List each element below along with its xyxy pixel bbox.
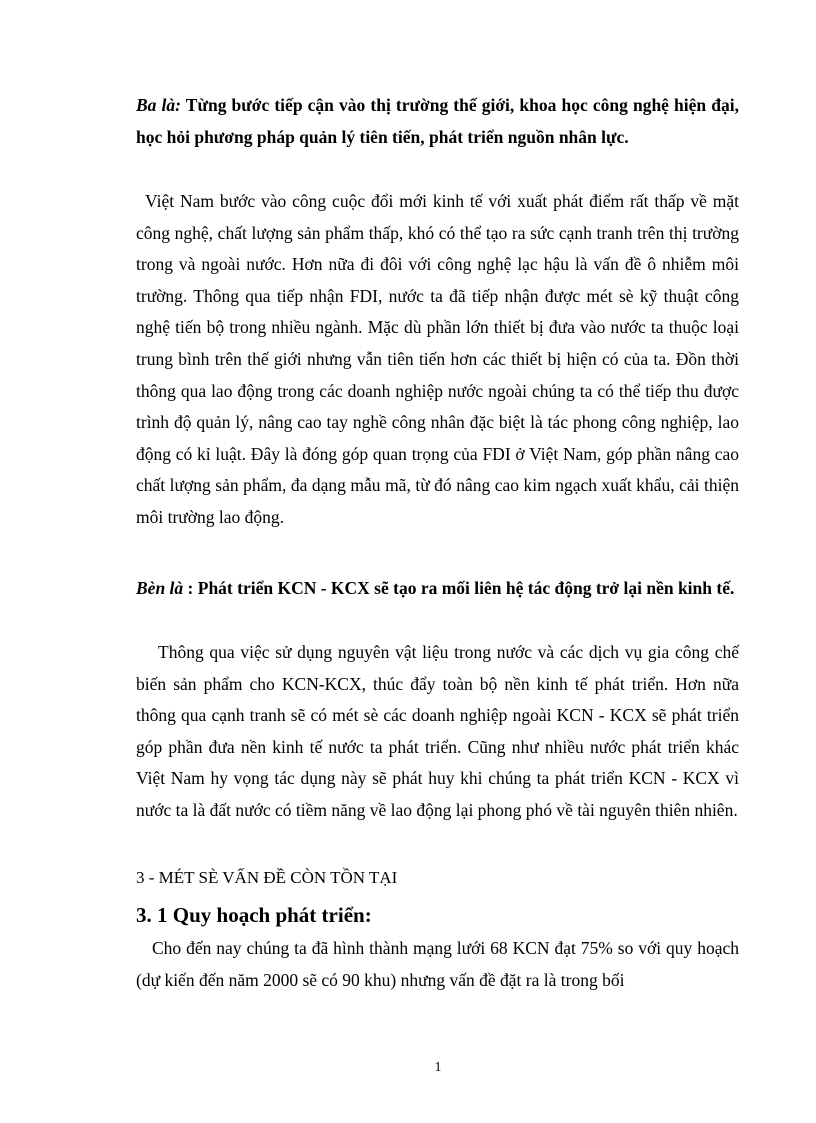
paragraph-lead-ba-la: Ba là: [136, 95, 181, 115]
paragraph-text-ba-la: Từng bước tiếp cận vào thị trường thế giới, khoa học công nghệ hiện đại, học hỏi phương pháp quản lý tiên tiến, phát triển nguồn nhân lực. [136, 95, 739, 147]
paragraph-lead-bon-la: Bèn là [136, 578, 184, 598]
paragraph-planning: Cho đến nay chúng ta đã hình thành mạng lưới 68 KCN đạt 75% so với quy hoạch (dự kiến đến năm 2000 sẽ có 90 khu) nhưng vấn đề đặt ra là trong bối [136, 938, 739, 990]
paragraph-bon-la [136, 573, 739, 605]
section-title: 3 - MÉT SÈ VẤN ĐỀ CÒN TỒN TẠI [136, 868, 398, 887]
paragraph-technology-transfer: Việt Nam bước vào công cuộc đổi mới kinh tế với xuất phát điểm rất thấp về mặt công nghệ, chất lượng sản phẩm thấp, khó có thể tạo ra sức cạnh tranh trên thị trường trong và ngoài nước. Hơn nữa đi đôi với công nghệ lạc hậu là vấn đề ô nhiễm môi trường. Thông qua tiếp nhận FDI, nước ta đã tiếp nhận được mét sè kỹ thuật công nghệ tiến bộ trong nhiều ngành. Mặc dù phần lớn thiết bị đưa vào nước ta thuộc loại trung bình trên thế giới nhưng vẫn tiên tiến hơn các thiết bị hiện có của ta. Đồn thời thông qua lao động trong các doanh nghiệp nước ngoài chúng ta có thể tiếp thu được trình độ quản lý, nâng cao tay nghề công nhân đặc biệt là tác phong công nghiệp, lao động có kỉ luật. Đây là đóng góp quan trọng của FDI ở Việt Nam, góp phần nâng cao chất lượng sản phẩm, đa dạng mẫu mã, từ đó nâng cao kim ngạch xuất khẩu, cải thiện môi trường lao động. [136, 191, 739, 527]
paragraph-domestic-materials: Thông qua việc sử dụng nguyên vật liệu trong nước và các dịch vụ gia công chế biến sản phẩm cho KCN-KCX, thúc đẩy toàn bộ nền kinh tế phát triển. Hơn nữa thông qua cạnh tranh sẽ có mét sè các doanh nghiệp ngoài KCN - KCX sẽ phát triển góp phần đưa nền kinh tế nước ta phát triển. Cũng như nhiều nước phát triển khác Việt Nam hy vọng tác dụng này sẽ phát huy khi chúng ta phát triển KCN - KCX vì nước ta là đất nước có tiềm năng về lao động lại phong phó về tài nguyên thiên nhiên. [136, 642, 739, 820]
subsection-title: 3. 1 Quy hoạch phát triển: [136, 903, 372, 927]
page-number: 1 [434, 1060, 442, 1075]
paragraph-text-bon-la: : Phát triển KCN - KCX sẽ tạo ra mối liên hệ tác động trở lại nền kinh tế. [183, 578, 735, 598]
paragraph-ba-la [136, 90, 739, 153]
